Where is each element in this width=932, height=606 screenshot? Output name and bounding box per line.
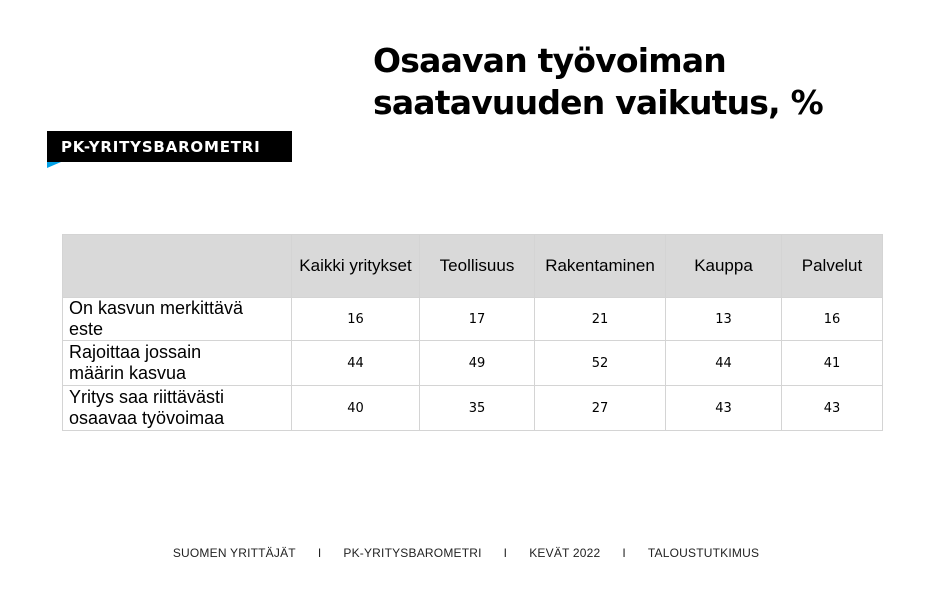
footer-separator: I (503, 546, 508, 560)
column-header: Kauppa (666, 235, 782, 298)
column-header: Teollisuus (420, 235, 535, 298)
row-label: Yritys saa riittävästi osaavaa työvoimaa (63, 386, 292, 431)
table-cell: 44 (666, 341, 782, 386)
column-header: Rakentaminen (535, 235, 666, 298)
table-row (63, 298, 883, 341)
row-label: Rajoittaa jossain määrin kasvua (63, 341, 292, 386)
table-cell: 44 (292, 341, 420, 386)
table-cell: 52 (535, 341, 666, 386)
data-table (62, 234, 883, 431)
footer-separator: I (622, 546, 626, 560)
table-cell: 35 (420, 386, 535, 431)
footer-item-barometer: PK-YRITYSBAROMETRI (343, 546, 482, 560)
footer-item-department: TALOUSTUTKIMUS (647, 546, 760, 560)
table-cell: 16 (292, 298, 420, 341)
table-cell: 17 (420, 298, 535, 341)
footer-item-organization: SUOMEN YRITTÄJÄT (172, 546, 296, 560)
column-header (63, 235, 292, 298)
title-line-1: Osaavan työvoiman (373, 41, 726, 80)
table-cell: 41 (782, 341, 883, 386)
page-title (373, 40, 893, 124)
table-cell: 43 (782, 386, 883, 431)
table-cell: 16 (782, 298, 883, 341)
column-header: Palvelut (782, 235, 883, 298)
column-header: Kaikki yritykset (292, 235, 420, 298)
title-line-2: saatavuuden vaikutus, % (373, 83, 823, 122)
table-cell: 43 (666, 386, 782, 431)
table-cell: 21 (535, 298, 666, 341)
table-header-row (63, 235, 883, 298)
badge-accent-tick (47, 162, 61, 168)
table-cell: 49 (420, 341, 535, 386)
barometer-badge: PK-YRITYSBAROMETRI (47, 131, 292, 162)
footer-item-season: KEVÄT 2022 (529, 546, 601, 560)
footer-separator: I (317, 546, 322, 560)
table-row (63, 341, 883, 386)
table-cell: 40 (292, 386, 420, 431)
table-cell: 13 (666, 298, 782, 341)
table-row (63, 386, 883, 431)
table-cell: 27 (535, 386, 666, 431)
row-label: On kasvun merkittävä este (63, 298, 292, 341)
footer (0, 546, 932, 560)
